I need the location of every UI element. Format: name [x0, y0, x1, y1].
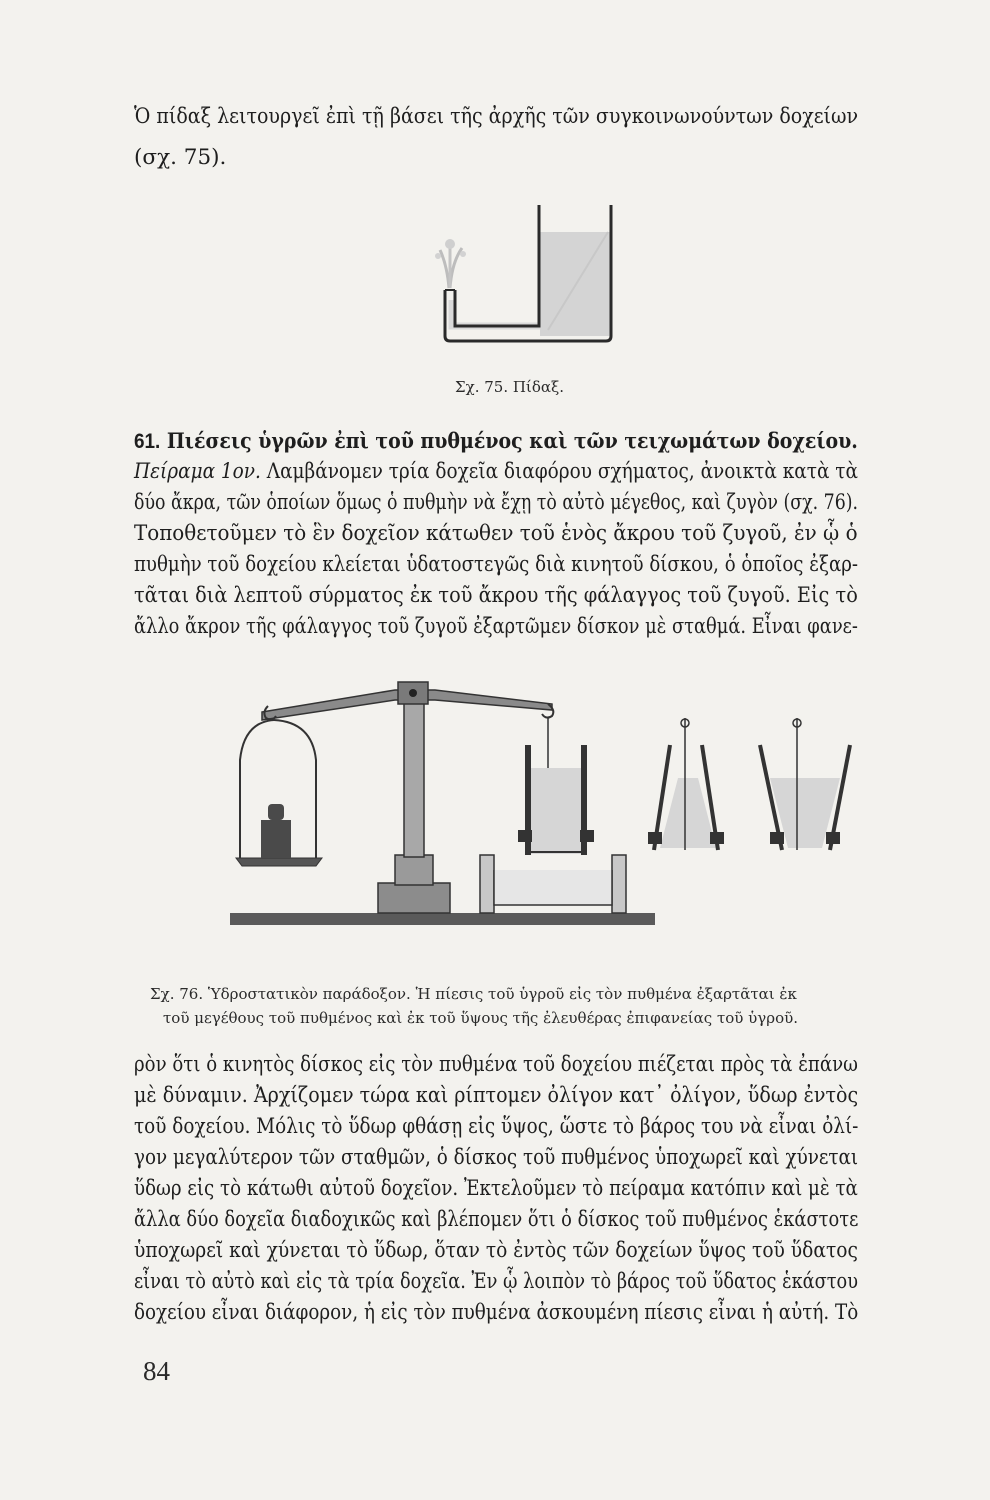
body-line-6: ἄλλα δύο δοχεῖα διαδοχικῶς καὶ βλέπομεν ὅτι ὁ δίσκος τοῦ πυθμένος ἑκάστοτε [134, 1207, 859, 1232]
body-line-8: εἶναι τὸ αὐτὸ καὶ εἰς τὰ τρία δοχεῖα. Ἐν ᾧ λοιπὸν τὸ βάρος τοῦ ὕδατος ἑκάστου [134, 1269, 858, 1294]
experiment-label: Πείραμα 1ον. [134, 459, 261, 484]
page-number: 84 [143, 1356, 170, 1386]
body-line-5: ὕδωρ εἰς τὸ κάτωθι αὐτοῦ δοχεῖον. Ἐκτελοῦμεν τὸ πείραμα κατόπιν καὶ μὲ τὰ [134, 1176, 858, 1201]
section-line-3: Τοποθετοῦμεν τὸ ἓν δοχεῖον κάτωθεν τοῦ ἑνὸς ἄκρου τοῦ ζυγοῦ, ἐν ᾧ ὁ [134, 521, 858, 546]
section-line-6: ἄλλο ἄκρον τῆς φάλαγγος τοῦ ζυγοῦ ἐξαρτῶμεν δίσκον μὲ σταθμά. Εἶναι φανε- [134, 614, 858, 639]
section-line-4: πυθμὴν τοῦ δοχείου κλείεται ὑδατοστεγῶς διὰ κινητοῦ δίσκου, ὁ ὁποῖος ἐξαρ- [134, 552, 859, 577]
intro-line-1: Ὁ πίδαξ λειτουργεῖ ἐπὶ τῇ βάσει τῆς ἀρχῆς τῶν συγκοινωνούντων δοχείων [134, 104, 859, 129]
section-line-1-text: Λαμβάνομεν τρία δοχεῖα διαφόρου σχήματος, ἀνοικτὰ κατὰ τὰ [266, 459, 858, 484]
section-line-2: δύο ἄκρα, τῶν ὁποίων ὅμως ὁ πυθμὴν νὰ ἔχῃ τὸ αὐτὸ μέγεθος, καὶ ζυγὸν (σχ. 76). [134, 490, 859, 515]
intro-line-2: (σχ. 75). [134, 145, 227, 170]
body-line-3: τοῦ δοχείου. Μόλις τὸ ὕδωρ φθάσῃ εἰς ὕψος, ὥστε τὸ βάρος του νὰ εἶναι ὀλί- [134, 1114, 859, 1139]
section-title: Πιέσεις ὑγρῶν ἐπὶ τοῦ πυθμένος καὶ τῶν τειχωμάτων δοχείου. [166, 428, 858, 453]
body-line-1: ρὸν ὅτι ὁ κινητὸς δίσκος εἰς τὸν πυθμένα τοῦ δοχείου πιέζεται πρὸς τὰ ἐπάνω [134, 1052, 858, 1077]
section-line-5: τᾶται διὰ λεπτοῦ σύρματος ἐκ τοῦ ἄκρου τῆς φάλαγγος τοῦ ζυγοῦ. Εἰς τὸ [134, 583, 858, 608]
body-line-7: ὑποχωρεῖ καὶ χύνεται τὸ ὕδωρ, ὅταν τὸ ἐντὸς τῶν δοχείων ὕψος τοῦ ὕδατος [134, 1238, 858, 1263]
body-line-4: γον μεγαλύτερον τῶν σταθμῶν, ὁ δίσκος τοῦ πυθμένος ὑποχωρεῖ καὶ χύνεται [134, 1145, 859, 1170]
body-line-9: δοχείου εἶναι διάφορον, ἡ εἰς τὸν πυθμένα ἀσκουμένη πίεσις εἶναι ἡ αὐτή. Τὸ [134, 1300, 859, 1325]
figure-75-caption: Σχ. 75. Πίδαξ. [455, 378, 565, 396]
figure-76-caption-line-1: Σχ. 76. Ὑδροστατικὸν παράδοξον. Ἡ πίεσις τοῦ ὑγροῦ εἰς τὸν πυθμένα ἐξαρτᾶται ἐκ [150, 985, 797, 1003]
figure-76-caption-line-2: τοῦ μεγέθους τοῦ πυθμένος καὶ ἐκ τοῦ ὕψους τῆς ἐλευθέρας ἐπιφανείας τοῦ ὑγροῦ. [163, 1009, 798, 1027]
body-line-2: μὲ δύναμιν. Ἀρχίζομεν τώρα καὶ ρίπτομεν ὀλίγον κατ᾽ ὀλίγον, ὕδωρ ἐντὸς [134, 1083, 859, 1108]
section-number: 61. [134, 430, 161, 453]
